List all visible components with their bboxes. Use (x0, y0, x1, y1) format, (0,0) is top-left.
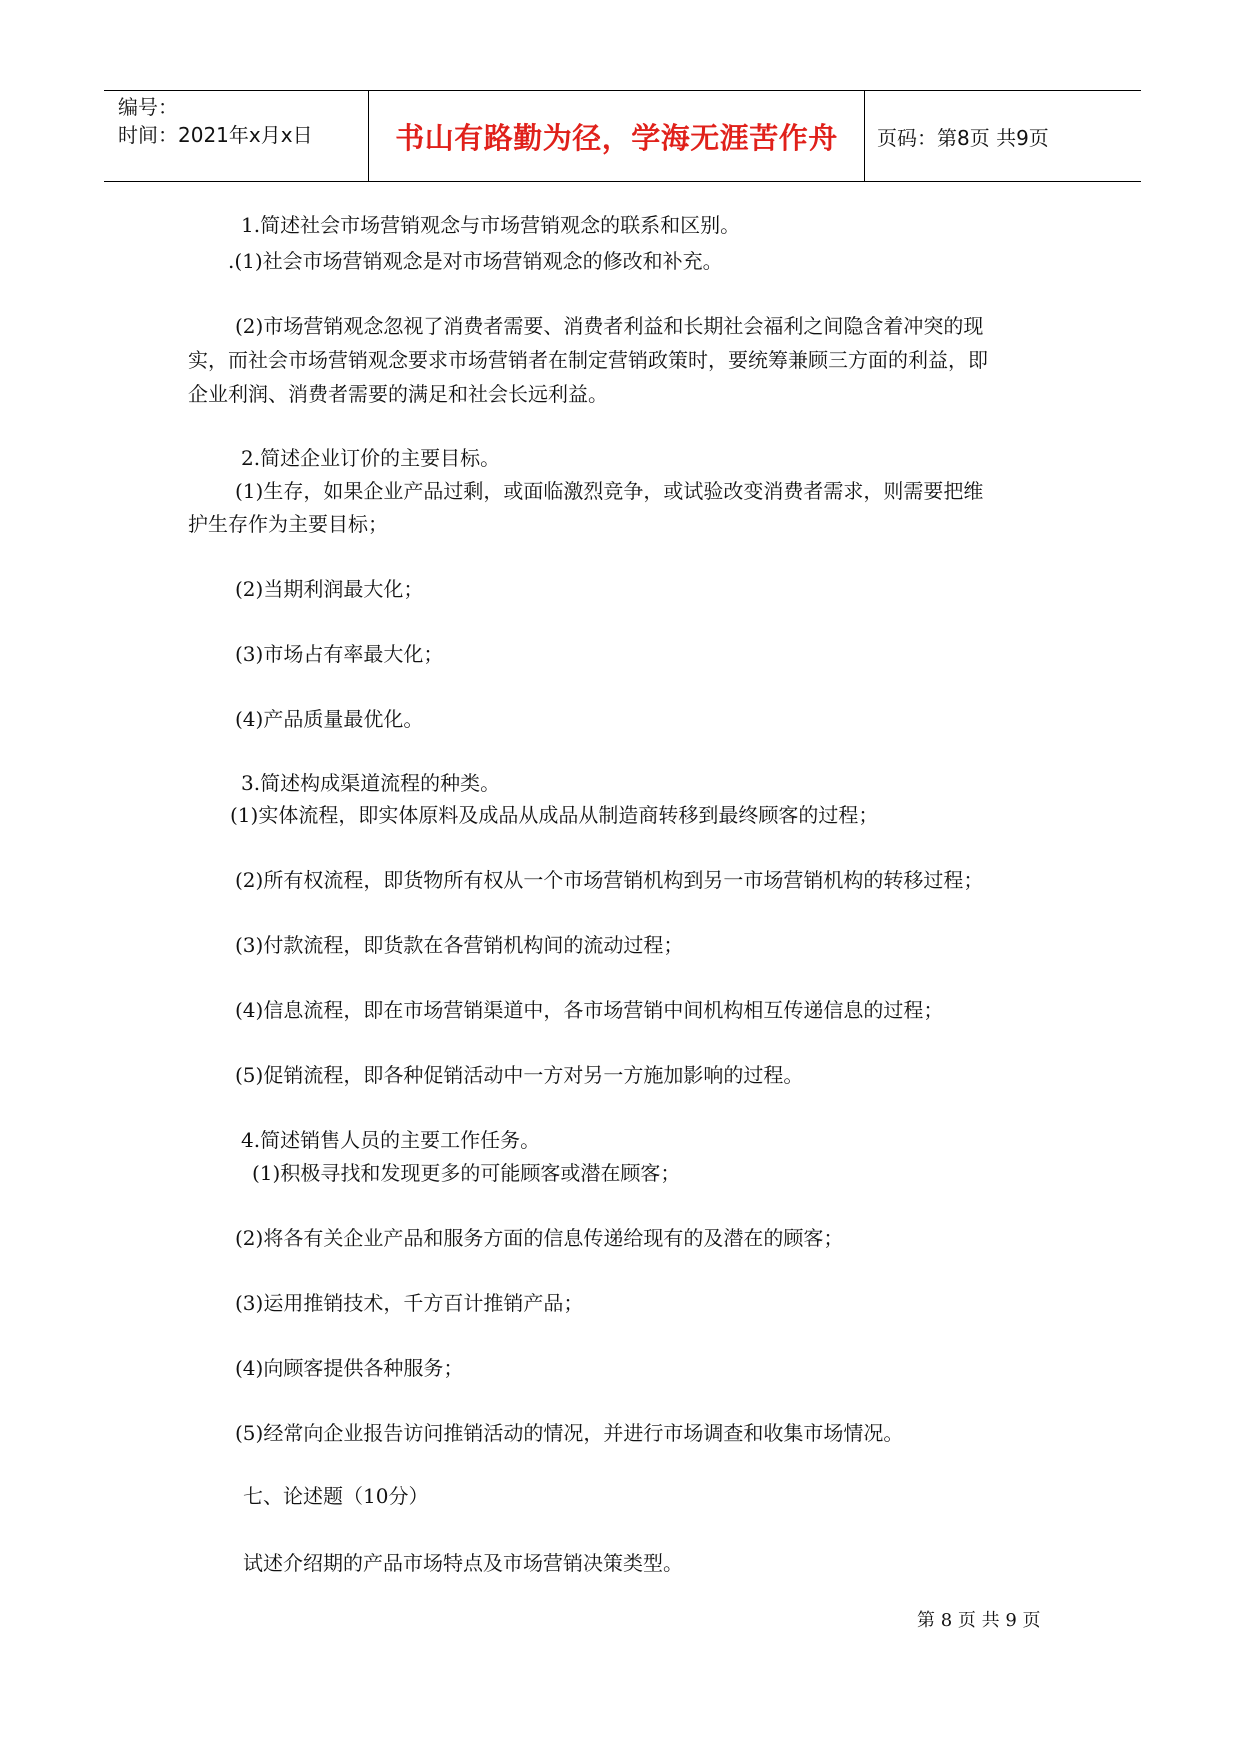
question-4-answer-2: (2)将各有关企业产品和服务方面的信息传递给现有的及潜在的顾客； (235, 1226, 844, 1250)
header-motto-cell (368, 91, 865, 181)
header-page-cell (865, 91, 1141, 181)
question-1-answer-2-line-1: (2)市场营销观念忽视了消费者需要、消费者利益和长期社会福利之间隐含着冲突的现 (235, 314, 984, 338)
section-7-question: 试述介绍期的产品市场特点及市场营销决策类型。 (243, 1551, 683, 1575)
question-1-answer-2-line-3: 企业利润、消费者需要的满足和社会长远利益。 (188, 382, 608, 406)
question-2-answer-4: (4)产品质量最优化。 (235, 707, 424, 731)
question-2-answer-2: (2)当期利润最大化； (235, 577, 424, 601)
question-3-answer-5: (5)促销流程，即各种促销活动中一方对另一方施加影响的过程。 (235, 1063, 804, 1087)
question-2-answer-3: (3)市场占有率最大化； (235, 642, 444, 666)
question-1-title: 1.简述社会市场营销观念与市场营销观念的联系和区别。 (241, 213, 741, 237)
question-2-answer-1-line-2: 护生存作为主要目标； (188, 512, 388, 536)
question-3-title: 3.简述构成渠道流程的种类。 (241, 771, 501, 795)
question-3-answer-1: (1)实体流程，即实体原料及成品从成品从制造商转移到最终顾客的过程； (230, 803, 879, 827)
question-4-answer-4: (4)向顾客提供各种服务； (235, 1356, 464, 1380)
question-3-answer-2: (2)所有权流程，即货物所有权从一个市场营销机构到另一市场营销机构的转移过程； (235, 868, 984, 892)
header-page-label: 页码：第8页 共9页 (877, 125, 1049, 150)
page-footer: 第 8 页 共 9 页 (917, 1610, 1041, 1631)
question-2-title: 2.简述企业订价的主要目标。 (241, 446, 501, 470)
document-number-label: 编号： (118, 95, 178, 119)
section-7-title: 七、论述题（10分） (243, 1484, 429, 1508)
question-4-answer-5: (5)经常向企业报告访问推销活动的情况，并进行市场调查和收集市场情况。 (235, 1421, 904, 1445)
question-4-title: 4.简述销售人员的主要工作任务。 (241, 1128, 541, 1152)
question-1-answer-1: .(1)社会市场营销观念是对市场营销观念的修改和补充。 (228, 249, 723, 273)
question-1-answer-2-line-2: 实，而社会市场营销观念要求市场营销者在制定营销政策时，要统筹兼顾三方面的利益，即 (188, 348, 988, 372)
question-3-answer-4: (4)信息流程，即在市场营销渠道中，各市场营销中间机构相互传递信息的过程； (235, 998, 944, 1022)
question-4-answer-1: (1)积极寻找和发现更多的可能顾客或潜在顾客； (252, 1161, 681, 1185)
question-2-answer-1-line-1: (1)生存，如果企业产品过剩，或面临激烈竞争，或试验改变消费者需求，则需要把维 (235, 479, 984, 503)
page-header (104, 90, 1141, 182)
header-motto: 书山有路勤为径，学海无涯苦作舟 (395, 120, 838, 155)
question-3-answer-3: (3)付款流程，即货款在各营销机构间的流动过程； (235, 933, 684, 957)
header-info (104, 91, 368, 181)
question-4-answer-3: (3)运用推销技术，千方百计推销产品； (235, 1291, 584, 1315)
document-time-label: 时间：2021年x月x日 (118, 123, 313, 147)
